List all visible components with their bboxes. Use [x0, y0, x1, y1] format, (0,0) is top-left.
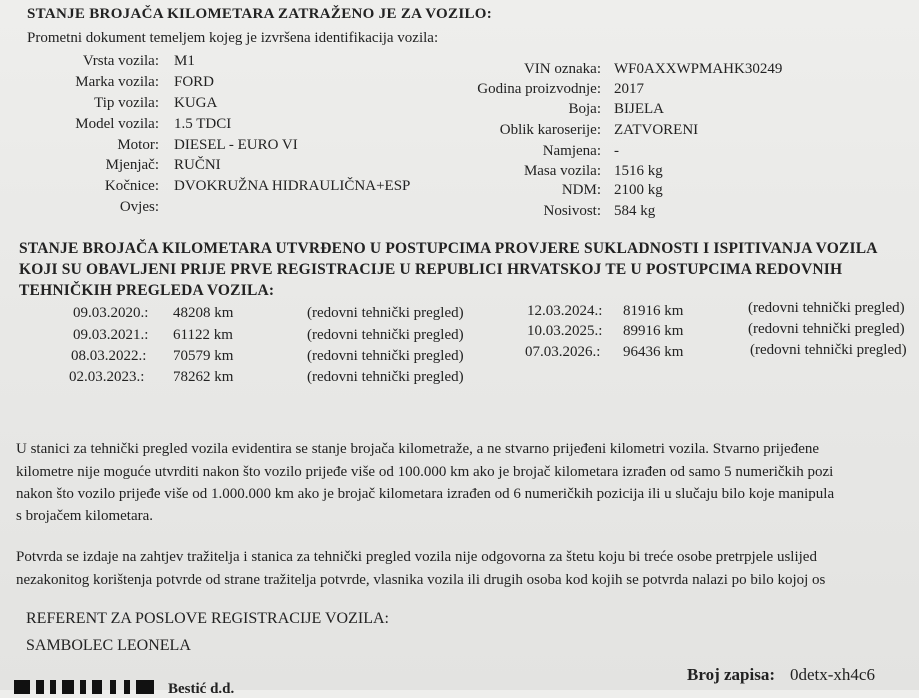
field-value: FORD [174, 74, 215, 90]
field-value: ZATVORENI [614, 122, 699, 138]
reading-date: 07.03.2026.: [525, 344, 601, 360]
reading-km: 78262 km [173, 369, 234, 385]
field-value: - [614, 143, 619, 159]
field-label: Model vozila: [75, 116, 159, 132]
field-value: 1.5 TDCI [174, 116, 232, 132]
record-number-label: Broj zapisa: [687, 665, 775, 684]
field-value: 1516 kg [614, 163, 663, 179]
reading-date: 10.03.2025.: [527, 323, 603, 339]
reading-type: (redovni tehnički pregled) [750, 342, 907, 358]
reading-date: 09.03.2021.: [73, 327, 149, 343]
section-heading-line: STANJE BROJAČA KILOMETARA UTVRĐENO U POSTUPCIMA PROVJERE SUKLADNOSTI I ISPITIVANJA VOZILA [19, 240, 878, 257]
reading-date: 09.03.2020.: [73, 305, 149, 321]
field-value: 2100 kg [614, 182, 663, 198]
field-value: DVOKRUŽNA HIDRAULIČNA+ESP [174, 178, 411, 194]
section-heading-line: KOJI SU OBAVLJENI PRIJE PRVE REGISTRACIJE U REPUBLICI HRVATSKOJ TE U POSTUPCIMA REDOVNIH [19, 261, 843, 278]
company-name: Bestić d.d. [168, 681, 235, 697]
field-value: 2017 [614, 81, 644, 97]
referent-name: SAMBOLEC LEONELA [26, 637, 191, 654]
paragraph-line: s brojačem kilometara. [16, 508, 154, 524]
field-label: Marka vozila: [75, 74, 159, 90]
field-value: WF0AXXWPMAHK30249 [614, 61, 783, 77]
field-label: Tip vozila: [94, 95, 159, 111]
field-label: Mjenjač: [105, 157, 159, 173]
reading-km: 70579 km [173, 348, 234, 364]
record-number-value: 0detx-xh4c6 [790, 665, 875, 684]
paragraph-line: nakon što vozilo prijeđe više od 1.000.000 km ako je brojač kilometara izrađen od 6 numeričkih pozicija ili u slučaju bilo koje manipula [16, 486, 835, 502]
field-value: KUGA [174, 95, 218, 111]
reading-date: 02.03.2023.: [69, 369, 145, 385]
reading-km: 96436 km [623, 344, 684, 360]
field-value: M1 [174, 53, 195, 69]
field-label: Oblik karoserije: [499, 122, 601, 138]
paragraph-line: kilometre nije moguće utvrditi nakon što vozilo prijeđe više od 100.000 km ako je brojač kilometara izrađen od samo 5 numeričkih pozi [16, 464, 834, 480]
reading-date: 08.03.2022.: [71, 348, 147, 364]
field-label: Kočnice: [104, 178, 159, 194]
document-title: STANJE BROJAČA KILOMETARA ZATRAŽENO JE ZA VOZILO: [27, 6, 493, 22]
document-subtitle: Prometni dokument temeljem kojeg je izvršena identifikacija vozila: [27, 30, 439, 46]
reading-type: (redovni tehnički pregled) [307, 348, 464, 364]
reading-km: 48208 km [173, 305, 234, 321]
reading-km: 89916 km [623, 323, 684, 339]
field-label: Boja: [568, 101, 601, 117]
reading-km: 81916 km [623, 303, 684, 319]
paragraph-line: U stanici za tehnički pregled vozila evidentira se stanje brojača kilometraže, a ne stvarno prijeđeni kilometri vozila. Stvarno prijeđene [16, 441, 820, 457]
paragraph-line: nezakonitog korištenja potvrde od strane tražitelja potvrde, vlasnika vozila ili drugih osoba kod kojih se potvrda nalazi po bilo kojoj os [16, 572, 826, 588]
field-value: RUČNI [174, 157, 221, 173]
field-label: Namjena: [542, 143, 601, 159]
field-label: Godina proizvodnje: [477, 81, 601, 97]
field-label: Nosivost: [543, 203, 601, 219]
qr-code-icon [14, 680, 164, 694]
reading-date: 12.03.2024.: [527, 303, 603, 319]
section-heading-line: TEHNIČKIH PREGLEDA VOZILA: [19, 282, 275, 299]
referent-role: REFERENT ZA POSLOVE REGISTRACIJE VOZILA: [26, 610, 389, 627]
field-label: VIN oznaka: [523, 61, 601, 77]
paragraph-line: Potvrda se izdaje na zahtjev tražitelja i stanica za tehnički pregled vozila nije odgovorna za štetu koju bi treće osobe pretrpjele uslijed [16, 549, 817, 565]
field-label: Motor: [117, 137, 159, 153]
reading-type: (redovni tehnički pregled) [307, 327, 464, 343]
reading-type: (redovni tehnički pregled) [748, 300, 905, 316]
field-label: Masa vozila: [523, 163, 601, 179]
field-label: Ovjes: [119, 199, 159, 215]
field-label: Vrsta vozila: [82, 53, 159, 69]
field-label: NDM: [561, 182, 601, 198]
reading-km: 61122 km [173, 327, 233, 343]
field-value: DIESEL - EURO VI [174, 137, 298, 153]
field-value: 584 kg [614, 203, 656, 219]
field-value: BIJELA [614, 101, 664, 117]
reading-type: (redovni tehnički pregled) [307, 305, 464, 321]
reading-type: (redovni tehnički pregled) [307, 369, 464, 385]
reading-type: (redovni tehnički pregled) [748, 321, 905, 337]
